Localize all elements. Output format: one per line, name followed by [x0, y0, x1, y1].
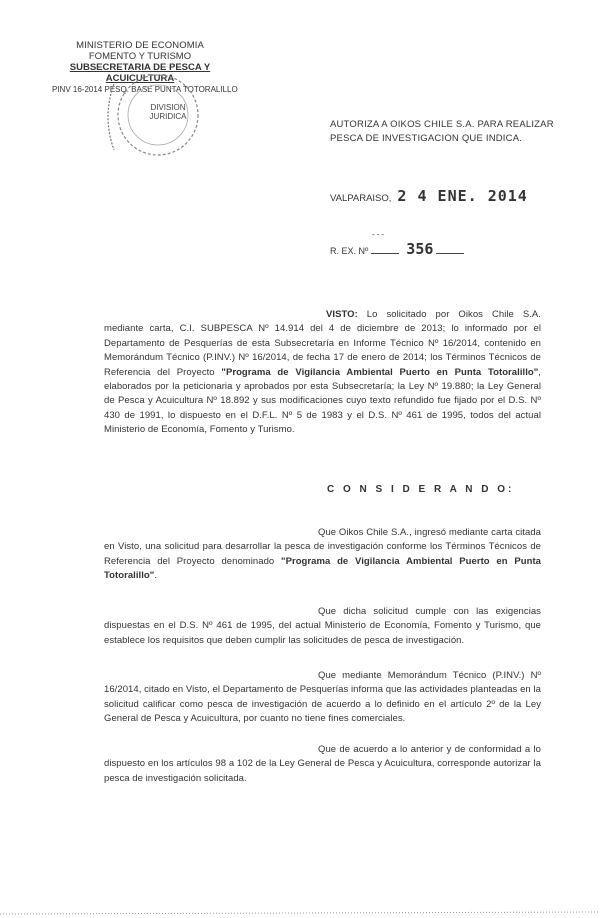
visto-paragraph	[104, 308, 541, 438]
considerando-paragraph-3: Que mediante Memorándum Técnico (P.INV.) Nº 16/2014, citado en Visto, el Departamento de Pesquerías informa que las actividades planteadas en la solicitud calificar como pesca de investigación de acuerdo a lo definido en el artículo 2º de la Ley General de Pesca y Acuicultura, por cuanto no tiene fines comerciales.	[104, 670, 541, 725]
ministry-name: MINISTERIO DE ECONOMIA	[76, 40, 204, 51]
blank-line	[436, 253, 464, 254]
subsecretaria-name: SUBSECRETARIA DE PESCA Y ACUICULTURA	[69, 62, 211, 84]
p1-text-2: .	[154, 570, 158, 582]
resolution-number-line	[330, 230, 467, 258]
resolution-label: R. EX. Nº	[330, 246, 369, 256]
considerando-paragraph-1	[104, 526, 541, 584]
document-subject: AUTORIZA A OIKOS CHILE S.A. PARA REALIZAR PESCA DE INVESTIGACION QUE INDICA.	[330, 119, 554, 144]
seal-label: DIVISION JURIDICA	[149, 103, 187, 121]
visto-text-2: , elaborados por la peticionaria y aprobados por esta Subsecretaría; la Ley Nº 19.880; la Ley General de Pesca y Acuicultura Nº 18.892 y sus modificaciones cuyo texto refundido fue fijado por el D.S. Nº 430 de 1991, lo dispuesto en el D.F.L. Nº 5 de 1983 y el D.S. Nº 461 de 1995, todos del actual Ministerio de Economía, Fomento y Turismo.	[104, 366, 541, 436]
dash-mark: ---	[372, 230, 386, 239]
date-stamp: 2 4 ENE. 2014	[397, 187, 528, 205]
visto-label: VISTO:	[326, 309, 358, 320]
ministry-name-2: FOMENTO Y TURISMO	[88, 51, 192, 62]
considerando-paragraph-4: Que de acuerdo a lo anterior y de conformidad a lo dispuesto en los artículos 98 a 102 de la Ley General de Pesca y Acuicultura, corresponde autorizar la pesca de investigación solicitada.	[104, 744, 541, 784]
blank-line	[371, 253, 399, 254]
visto-project-name: "Programa de Vigilancia Ambiental Puerto en Punta Totoralillo"	[221, 366, 539, 378]
considerando-heading: C O N S I D E R A N D O:	[327, 484, 515, 495]
place-label: VALPARAISO,	[330, 193, 392, 204]
resolution-number: 356	[406, 240, 434, 258]
p1-text-1: Que Oikos Chile S.A., ingresó mediante carta citada en Visto, una solicitud para desarrollar la pesca de investigación conforme los Términos Técnicos de Referencia del Proyecto denominado	[104, 527, 541, 567]
considerando-paragraph-2: Que dicha solicitud cumple con las exigencias dispuestas en el D.S. Nº 461 de 1995, del actual Ministerio de Economía, Fomento y Turismo, que establece los requisitos que deben cumplir las solicitudes de pesca de investigación.	[104, 606, 541, 646]
scan-bottom-edge	[0, 900, 600, 918]
p1-project-name: "Programa de Vigilancia Ambiental Puerto en Punta Totoralillo"	[104, 555, 541, 582]
place-date-line	[330, 187, 528, 205]
pinv-reference: PINV 16-2014 PESQ. BASE PUNTA TOTORALILLO	[52, 85, 238, 94]
visto-text-1: Lo solicitado por Oikos Chile S.A. mediante carta, C.I. SUBPESCA Nº 14.914 del 4 de diciembre de 2013; lo informado por el Departamento de Pesquerías de esta Subsecretaría en Informe Técnico Nº 16/2014, contenido en Memorándum Técnico (P.INV.) Nº 16/2014, de fecha 17 de enero de 2014; los Términos Técnicos de Referencia del Proyecto	[104, 309, 541, 378]
